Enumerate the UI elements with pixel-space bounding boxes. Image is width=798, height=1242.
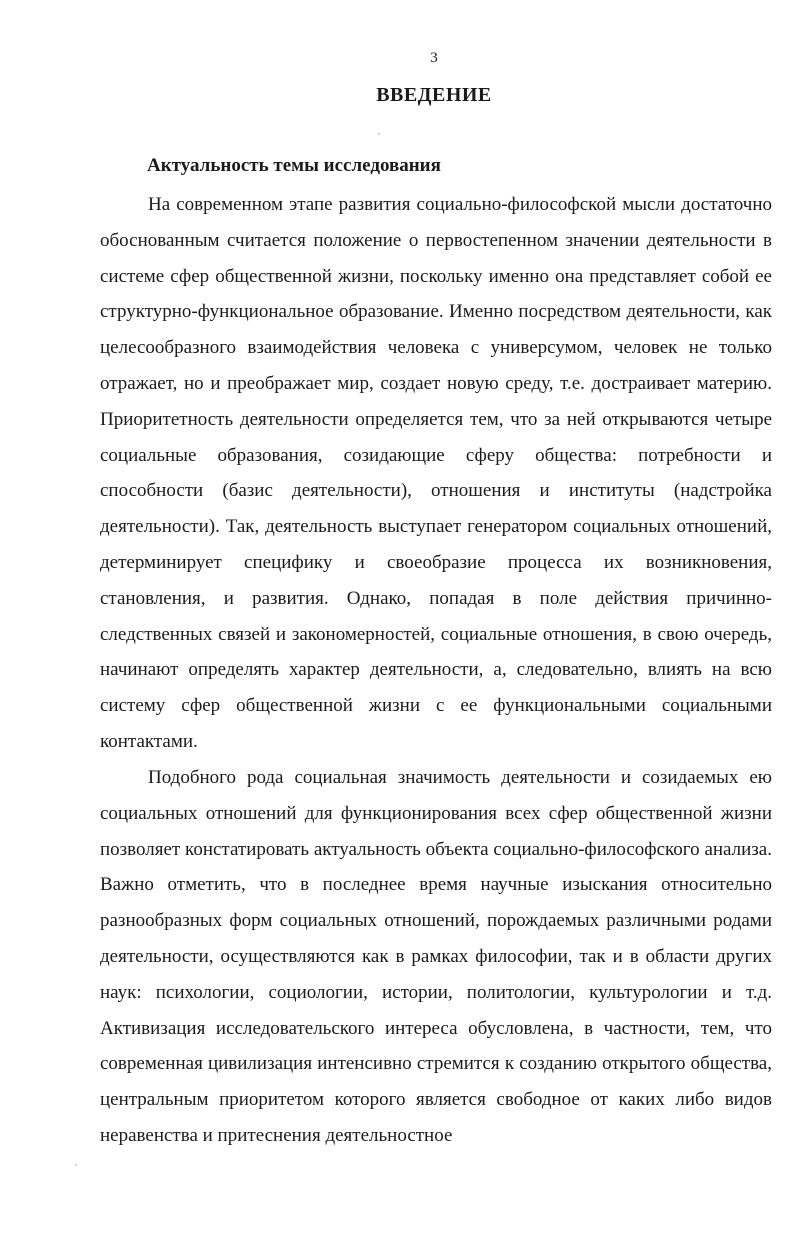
paragraph: На современном этапе развития социально-философской мысли достаточно обоснованным считается положение о первостепенном значении деятельности в системе сфер общественной жизни, поскольку именно она представляет собой ее структурно-функциональное образование. Именно посредством деятельности, как целесообразного взаимодействия человека с универсумом, человек не только отражает, но и преображает мир, создает новую среду, т.е. достраивает материю. Приоритетность деятельности определяется тем, что за ней открываются четыре социальные образования, созидающие сферу общества: потребности и способности (базис деятельности), отношения и институты (надстройка деятельности). Так, деятельность выступает генератором социальных отношений, детерминирует специфику и своеобразие процесса их возникновения, становления, и развития. Однако, попадая в поле действия причинно-следственных связей и закономерностей, социальные отношения, в свою очередь, начинают определять характер деятельности, а, следовательно, влиять на всю систему сфер общественной жизни с ее функциональными социальными контактами. — [100, 194, 772, 752]
section-heading: Актуальность темы исследования — [147, 155, 441, 176]
scan-speck — [75, 1164, 77, 1166]
page-title: ВВЕДЕНИЕ — [376, 84, 492, 106]
paragraph-1-block — [100, 187, 772, 760]
page-number: 3 — [430, 50, 438, 66]
paragraph-2-block — [100, 760, 772, 1154]
scan-speck — [378, 133, 380, 135]
paragraph: Подобного рода социальная значимость деятельности и созидаемых ею социальных отношений для функционирования всех сфер общественной жизни позволяет констатировать актуальность объекта социально-философского анализа. Важно отметить, что в последнее время научные изыскания относительно разнообразных форм социальных отношений, порождаемых различными родами деятельности, осуществляются как в рамках философии, так и в области других наук: психологии, социологии, истории, политологии, культурологии и т.д. Активизация исследовательского интереса обусловлена, в частности, тем, что современная цивилизация интенсивно стремится к созданию открытого общества, центральным приоритетом которого является свободное от каких либо видов неравенства и притеснения деятельностное — [100, 767, 772, 1146]
